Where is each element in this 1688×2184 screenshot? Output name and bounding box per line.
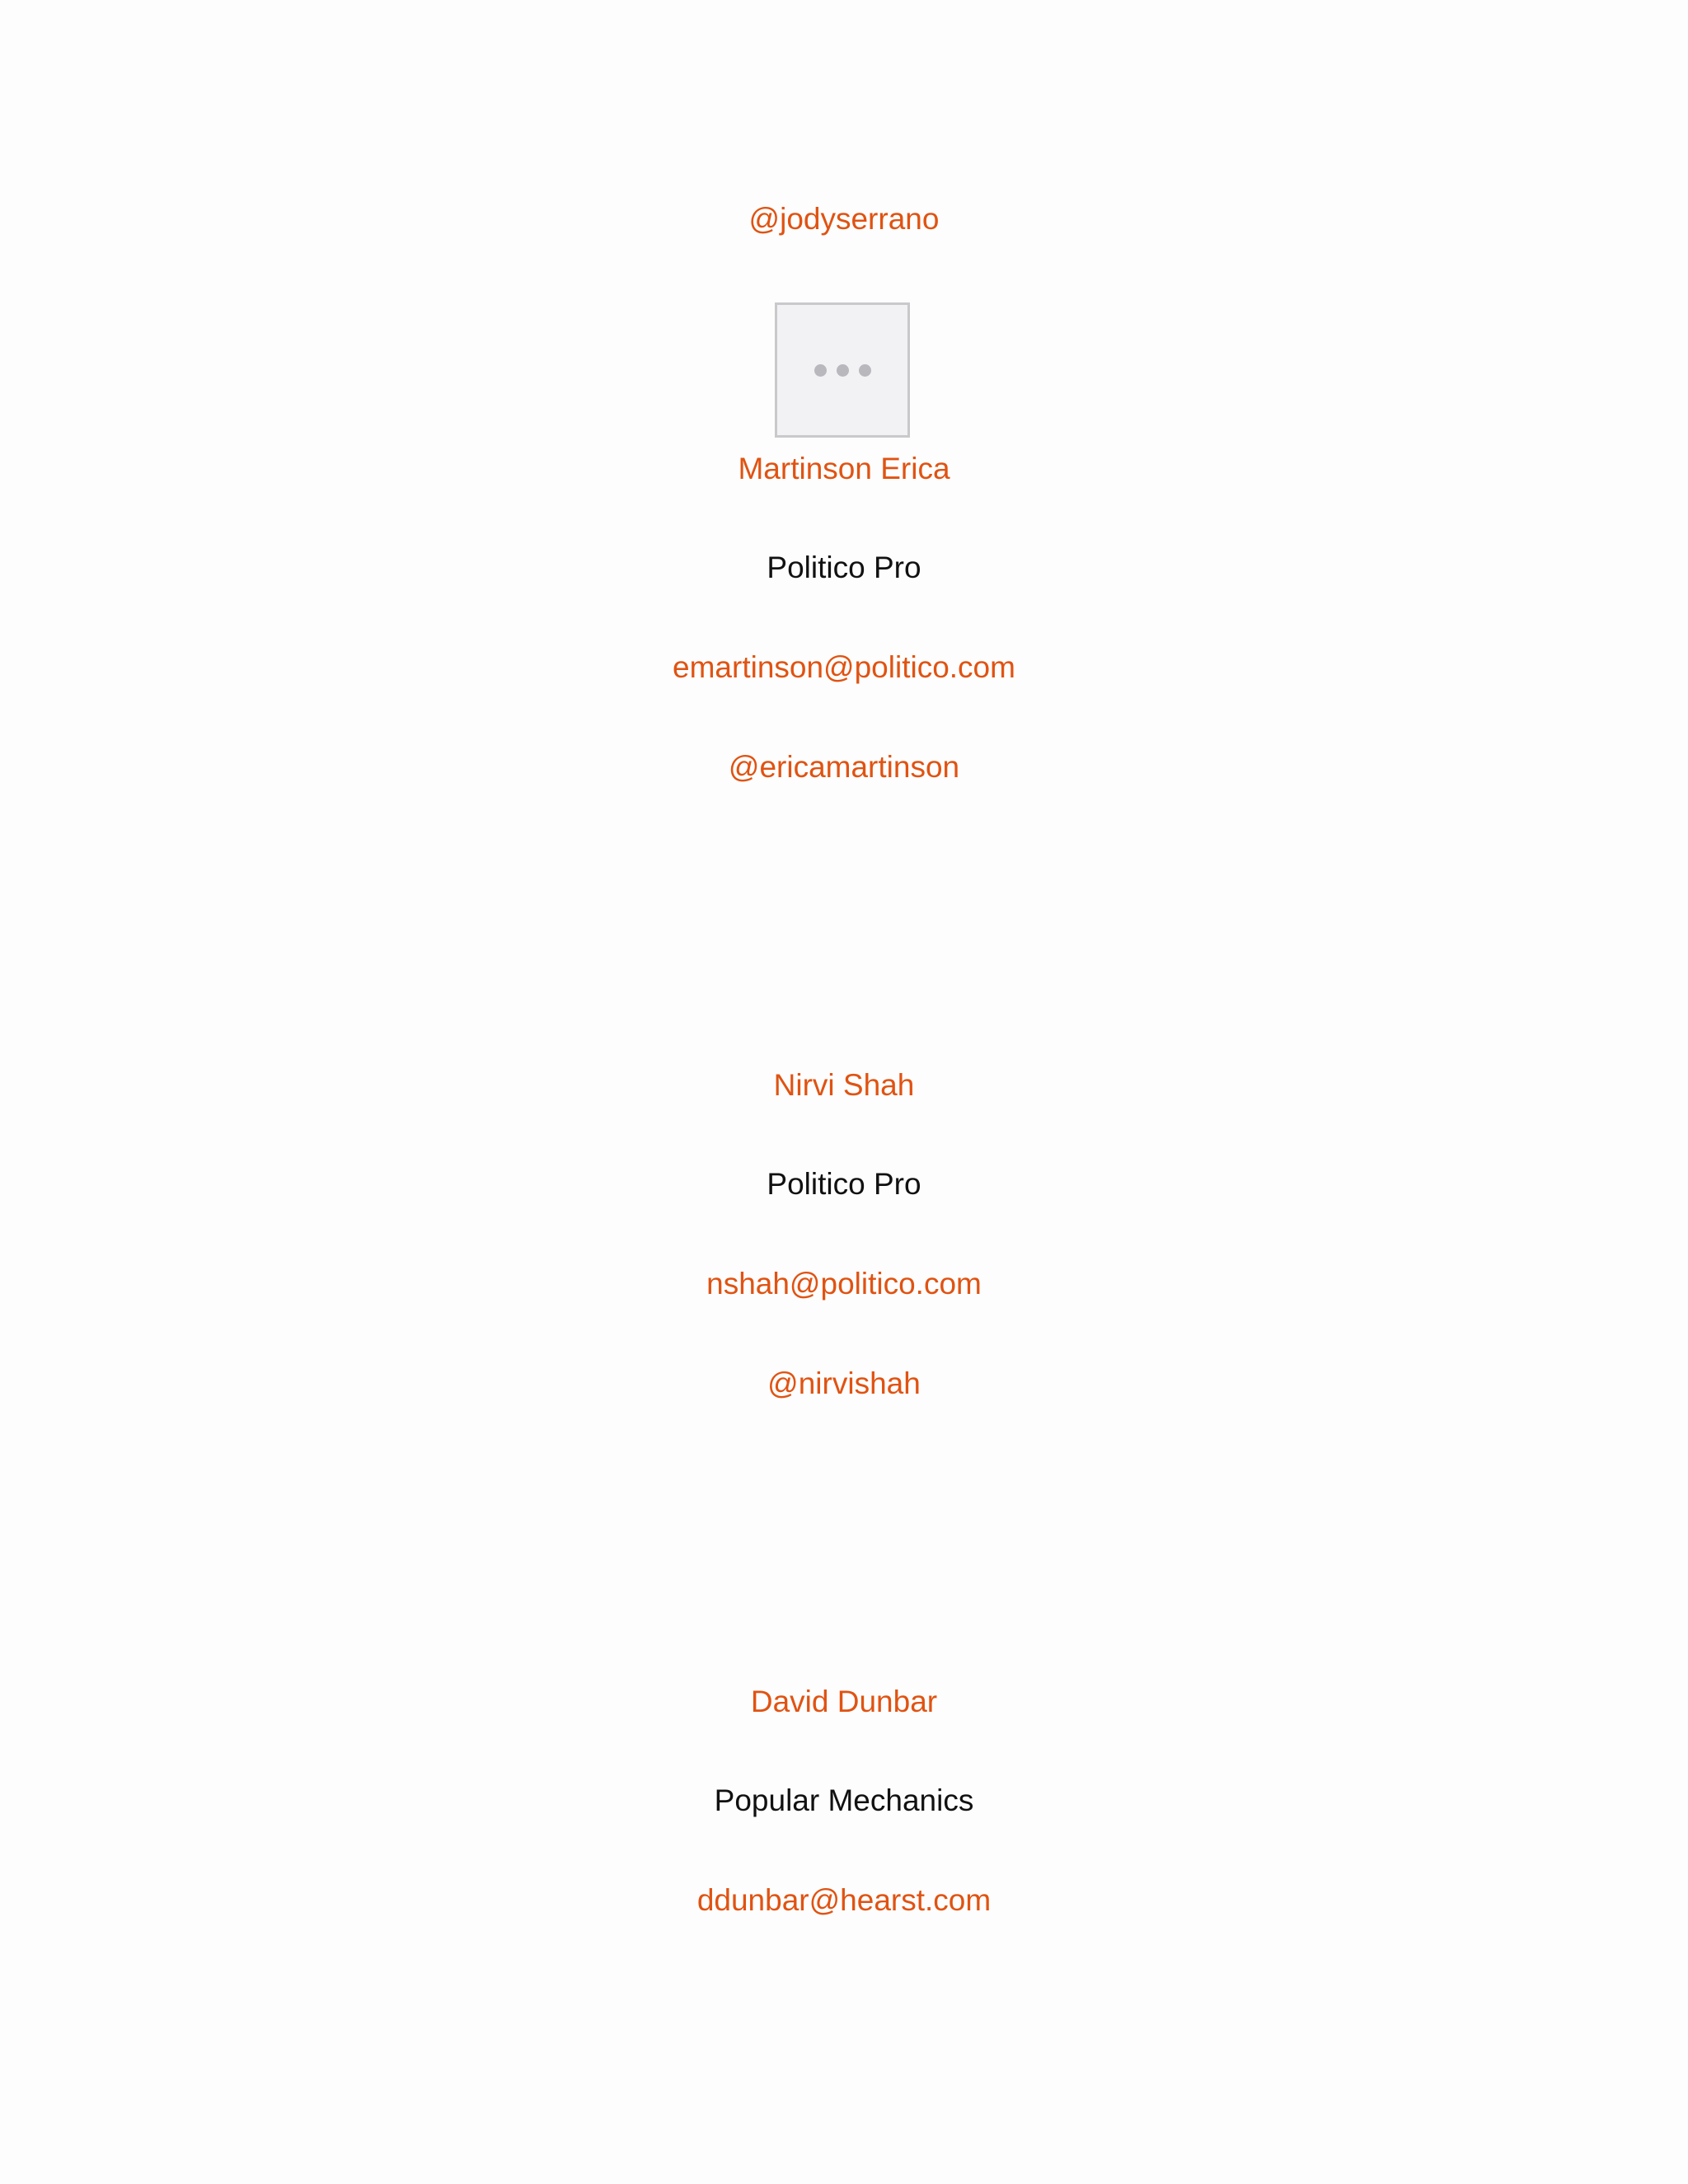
twitter-handle-link[interactable]: @nirvishah	[767, 1366, 921, 1400]
contact-name-link[interactable]: David Dunbar	[750, 1685, 938, 1718]
contact-email-link[interactable]: nshah@politico.com	[706, 1267, 982, 1301]
loading-dot	[837, 364, 849, 377]
contact-outlet: Politico Pro	[767, 1167, 921, 1201]
contact-outlet: Popular Mechanics	[714, 1783, 974, 1817]
contact-name-link[interactable]: Martinson Erica	[738, 452, 950, 485]
twitter-handle-link[interactable]: @ericamartinson	[728, 750, 960, 784]
loading-dot	[859, 364, 871, 377]
loading-dot	[814, 364, 827, 377]
contact-name-link[interactable]: Nirvi Shah	[773, 1068, 915, 1102]
image-loading-icon	[775, 302, 910, 438]
contact-email-link[interactable]: ddunbar@hearst.com	[696, 1883, 992, 1917]
twitter-handle-link[interactable]: @jodyserrano	[748, 202, 940, 236]
contact-outlet: Politico Pro	[767, 551, 921, 584]
contact-email-link[interactable]: emartinson@politico.com	[673, 650, 1015, 684]
